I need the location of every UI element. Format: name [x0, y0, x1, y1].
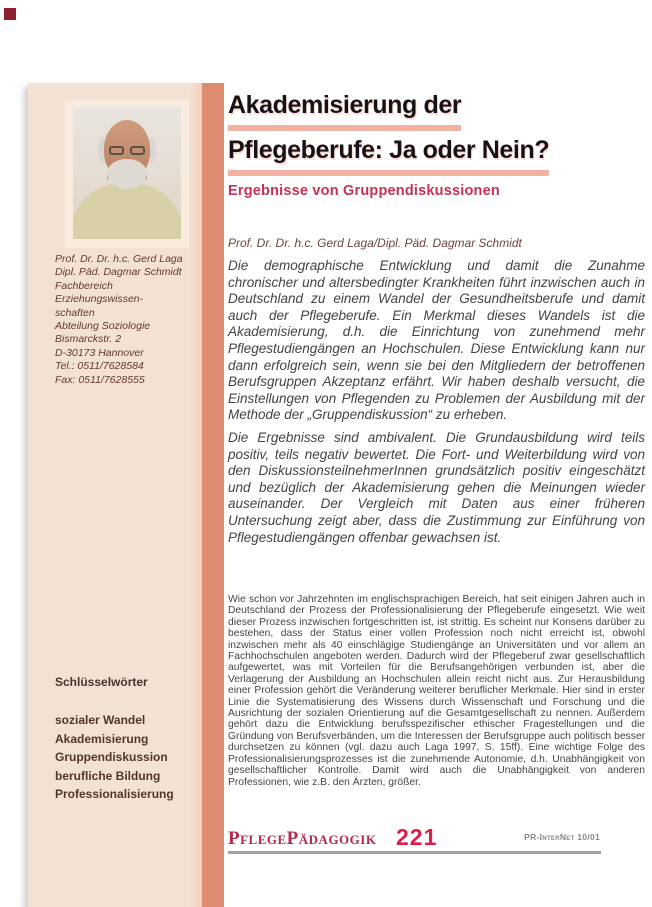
- contact-line: Prof. Dr. Dr. h.c. Gerd Laga: [55, 253, 183, 265]
- corner-marker: [4, 8, 16, 20]
- photo-beard-shape: [107, 159, 147, 189]
- photo-sweater-shape: [73, 183, 181, 239]
- keyword-item: Professionalisierung: [55, 787, 174, 802]
- article-subtitle: Ergebnisse von Gruppendiskussionen: [228, 183, 500, 199]
- footer-rule: [228, 851, 601, 854]
- author-photo-image: [73, 107, 181, 239]
- keyword-item: Gruppendiskussion: [55, 750, 168, 765]
- keyword-item: berufliche Bildung: [55, 768, 161, 783]
- contact-line: Fax: 0511/7628555: [55, 373, 145, 386]
- author-contact-block: [55, 253, 189, 387]
- article-byline: Prof. Dr. Dr. h.c. Gerd Laga/Dipl. Päd. Dagmar Schmidt: [228, 236, 522, 250]
- keyword-item: Akademisierung: [55, 731, 149, 746]
- accent-strip: [202, 83, 224, 907]
- body-text: Wie schon vor Jahrzehnten im englischsprachigen Bereich, hat seit einigen Jahren auch in Deutschland der Prozess der Professionalisierung der Pflegeberufe eingesetzt. Wie weit dieser Prozess inzwischen fortgeschritten ist, ist strittig. Es scheint nur Konsens darüber zu bestehen, dass der Status einer vollen Profession noch nicht erreicht ist, obwohl inzwischen mehr als 40 einschlägige Studiengänge an Universitäten und vor allem an Fachhochschulen angeboten werden. Dadurch wird der Pflegeberuf zwar gesellschaftlich aufgewertet, was mit Vorteilen für die Berufsangehörigen verbunden ist, aber die Verlagerung der Ausbildung an Hochschulen allein reicht nicht aus. Zur Herausbildung einer Profession gehört die Veränderung weiterer beruflicher Merkmale. Hier sind in erster Linie die Systematisierung des Wissens durch Wissenschaft und Forschung und die Ausrichtung der sozialen Orientierung auf die Gesamtgesellschaft zu nennen. Außerdem gehört dazu die Entwicklung berufsspezifischer ethischer Fragestellungen und die Gründung von Berufsverbänden, um die Interessen der Berufsgruppe auch politisch besser durchsetzen zu können (vgl. dazu auch Laga 1997, S. 15ff). Eine wichtige Folge des Professionalisierungsprozesses ist die zunehmende Autonomie, d.h. Unabhängigkeit von gesellschaftlicher Kontrolle. Damit wird auch die Unabhängigkeit von anderen Professionen, wie z.B. den Ärzten, größer.: [228, 594, 645, 788]
- footer-issue-label: PR-InterNet 10/01: [524, 832, 600, 842]
- keywords-list: [55, 711, 189, 804]
- keyword-item: sozialer Wandel: [55, 713, 146, 727]
- sidebar-accent-gradient: [190, 83, 202, 907]
- photo-glasses-shape: [108, 146, 146, 156]
- contact-line: Bismarckstr. 2: [55, 333, 122, 346]
- abstract-block: [228, 258, 645, 546]
- contact-line: Dipl. Päd. Dagmar Schmidt: [55, 266, 182, 279]
- photo-glasses-lens: [109, 146, 124, 155]
- footer-journal-name: PflegePädagogik: [228, 828, 377, 849]
- article-title-line2: Pflegeberufe: Ja oder Nein?: [228, 131, 549, 176]
- author-photo: [65, 100, 189, 248]
- photo-glasses-lens: [130, 146, 145, 155]
- article-title-line1: Akademisierung der: [228, 86, 461, 131]
- contact-line: D-30173 Hannover: [55, 346, 144, 359]
- contact-line: Tel.: 0511/7628584: [55, 360, 144, 373]
- footer-page-number: 221: [396, 824, 438, 850]
- article-title: [228, 86, 549, 176]
- contact-line: schaften: [55, 306, 95, 319]
- abstract-paragraph: Die Ergebnisse sind ambivalent. Die Grundausbildung wird teils positiv, teils negativ bewertet. Die Fort- und Weiterbildung wird von den DiskussionsteilnehmerInnen grundsätzlich positiv eingeschätzt und bezüglich der Akademisierung gehen die Meinungen wieder auseinander. Der Vergleich mit Daten aus einer früheren Untersuchung zeigt aber, dass die Zustimmung zur Einführung von Pflegestudiengängen offenbar gewachsen ist.: [228, 429, 645, 545]
- abstract-paragraph: Die demographische Entwicklung und damit die Zunahme chronischer und altersbedingter Krankheiten führt inzwischen auch in Deutschland zu einem Wandel der Gesundheitsberufe und damit auch der Pflegeberufe. Ein Merkmal dieses Wandels ist die Akademisierung, d.h. die Einrichtung von zunehmend mehr Pflegestudiengängen an Hochschulen. Diese Entwicklung kann nur dann erfolgreich sein, wenn sie bei den Mitgliedern der betroffenen Berufsgruppen Akzeptanz erfährt. Wir haben deshalb versucht, die Einstellungen von Pflegenden zu Problemen der Ausbildung mit der Methode der „Gruppendiskussion“ zu erheben.: [228, 258, 645, 423]
- contact-line: Fachbereich Erziehungswissen-: [55, 279, 144, 306]
- keywords-title: Schlüsselwörter: [55, 675, 148, 689]
- contact-line: Abteilung Soziologie: [55, 320, 151, 333]
